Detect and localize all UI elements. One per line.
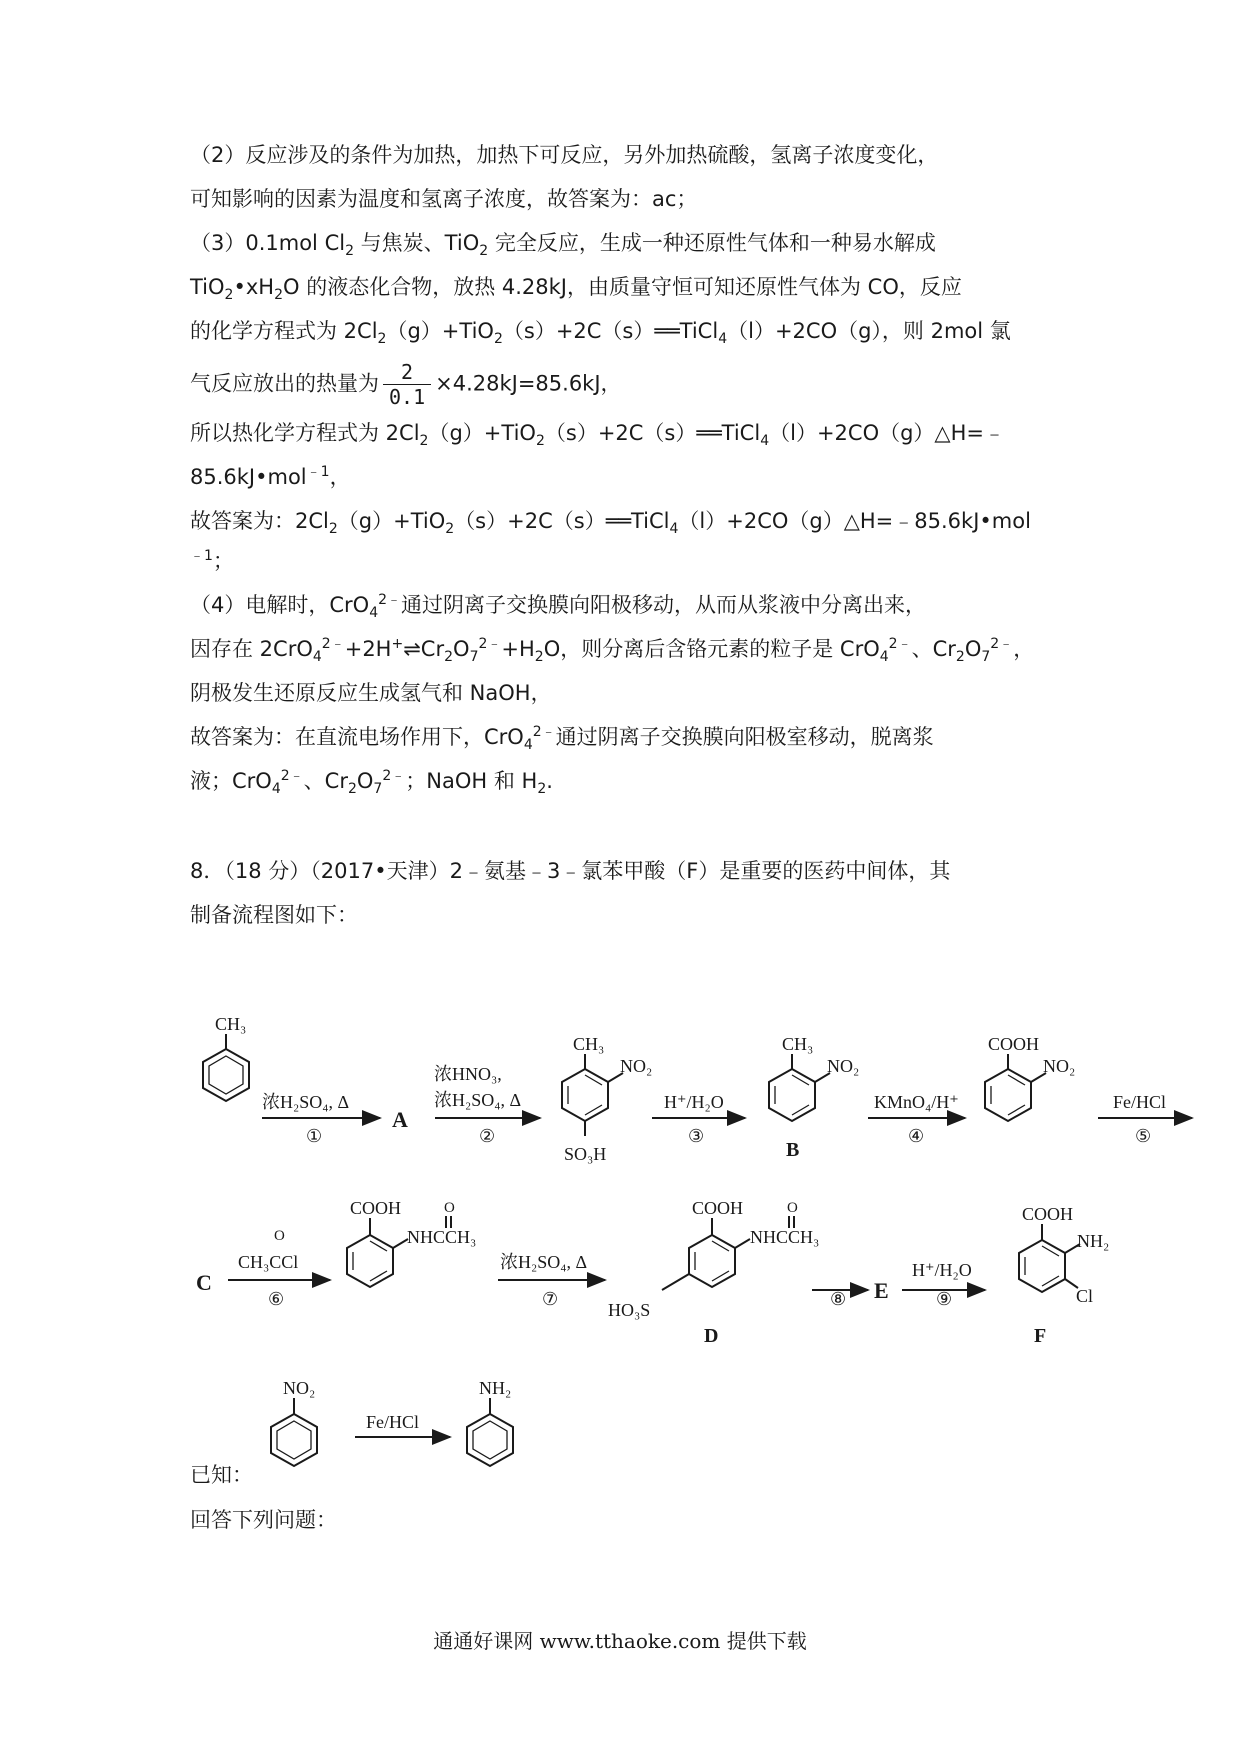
compound-d-label: D bbox=[704, 1325, 719, 1347]
compound-b-structure bbox=[769, 1054, 830, 1121]
cooh-label-2: COOH bbox=[350, 1198, 402, 1218]
reagent-2b: 浓H₂SO₄, Δ bbox=[434, 1090, 522, 1110]
step-6-label: ⑥ bbox=[268, 1289, 285, 1309]
question-8-line-2: 制备流程图如下： bbox=[190, 903, 358, 927]
answer-3-line-7: 故答案为：$2Cl_2(g)+TiO_2(s)+2C(s)══TiCl_4(l)+2CO(g)\triangle H=﹣85.6kJ•mol$ bbox=[190, 509, 1031, 538]
answer-4-line-2: 因存在 $2CrO_4^{2﹣}+2H^+\rightleftharpoons Cr_2O_7^{2﹣}+H_2O$，则分离后含铬元素的粒子是 CrO$_4^{2﹣}$、$Cr_2O_7^{2﹣}$， bbox=[190, 636, 1035, 666]
cooh-label-4: COOH bbox=[1022, 1204, 1074, 1224]
cooh-label-1: COOH bbox=[988, 1034, 1040, 1054]
step-7-label: ⑦ bbox=[542, 1289, 559, 1309]
cooh-label-3: COOH bbox=[692, 1198, 744, 1218]
page-footer: 通通好课网 www.tthaoke.com 提供下载 bbox=[433, 1629, 807, 1653]
hso3-label: HO₃S bbox=[608, 1300, 651, 1320]
step-3-label: ③ bbox=[688, 1126, 705, 1146]
reagent-4: KMnO₄/H⁺ bbox=[874, 1092, 959, 1112]
known-label: 已知： bbox=[190, 1463, 253, 1487]
answer-3-line-4: 气反应放出的热量为 $\frac{2}{0.1}$ ×4.28kJ=85.6kJ， bbox=[190, 360, 622, 409]
aniline-structure bbox=[467, 1398, 513, 1466]
answer-4-line-5: 液；CrO$_4^{2﹣}$、$Cr_2O_7^{2﹣}$；NaOH 和 $H_2$. bbox=[190, 768, 553, 798]
so3h-label: SO₃H bbox=[564, 1144, 607, 1164]
toluene-ch3-label: CH₃ bbox=[215, 1014, 247, 1034]
toluene-structure bbox=[203, 1034, 249, 1101]
compound-b-label: B bbox=[786, 1139, 800, 1161]
answer-3-line-5: 所以热化学方程式为 $2Cl_2(g)+TiO_2(s)+2C(s)══TiCl_4(l)+2CO(g)\triangle H=﹣$ bbox=[190, 421, 1005, 450]
reagent-6: CH₃CCl bbox=[238, 1252, 299, 1272]
amide-label: NHCCH₃ bbox=[407, 1227, 477, 1247]
amide-o-label-2: O bbox=[787, 1200, 798, 1216]
nitrobenzoic-acid-structure bbox=[985, 1054, 1046, 1121]
no2-label-3: NO₂ bbox=[1043, 1056, 1076, 1076]
answer-4-line-1: （4）电解时，CrO$_4^{2﹣}$通过阴离子交换膜向阳极移动，从而从浆液中分离出来， bbox=[190, 592, 927, 622]
step-4-label: ④ bbox=[908, 1126, 925, 1146]
answer-4-line-3: 阴极发生还原反应生成氢气和 NaOH， bbox=[190, 681, 552, 705]
nitrobenzene-structure bbox=[271, 1398, 317, 1466]
no2-label-b: NO₂ bbox=[827, 1056, 860, 1076]
compound-a-label: A bbox=[392, 1107, 408, 1132]
compound-c-label: C bbox=[196, 1270, 212, 1295]
answer-4-line-4: 故答案为：在直流电场作用下，CrO$_4^{2﹣}$通过阴离子交换膜向阳极室移动，脱离浆 bbox=[190, 724, 934, 754]
compound-f-label: F bbox=[1034, 1325, 1047, 1347]
cl-label: Cl bbox=[1076, 1286, 1094, 1306]
reagent-3: H⁺/H₂O bbox=[664, 1092, 724, 1112]
step-9-label: ⑨ bbox=[936, 1289, 953, 1309]
known-no2-label: NO₂ bbox=[283, 1378, 316, 1398]
amide-o-label: O bbox=[444, 1200, 455, 1216]
known-nh2-label: NH₂ bbox=[479, 1378, 512, 1398]
question-8-line-1: 8．（18 分）（2017•天津）2﹣氨基﹣3﹣氯苯甲酸（F）是重要的医药中间体，其 bbox=[190, 859, 951, 883]
answer-3-line-3: 的化学方程式为 $2Cl_2(g)+TiO_2(s)+2C(s)══TiCl_4(l)+2CO(g)$，则 2mol 氯 bbox=[190, 319, 1011, 348]
answer-3-line-2: $TiO_2•xH_2O$ 的液态化合物，放热 4.28kJ，由质量守恒可知还原性气体为 CO，反应 bbox=[190, 275, 962, 304]
fraction: $\frac{2}{0.1}$ bbox=[383, 360, 431, 409]
compound-f-structure bbox=[1019, 1224, 1080, 1292]
reagent-2a: 浓HNO₃, bbox=[434, 1064, 502, 1084]
answer-3-line-6: 85.6kJ•mol$^{﹣1}$， bbox=[190, 464, 351, 489]
reagent-9: H⁺/H₂O bbox=[912, 1260, 972, 1280]
answer-3-line-1: （3）0.1mol $Cl_2$ 与焦炭、TiO$_2$ 完全反应，生成一种还原性气体和一种易水解成 bbox=[190, 231, 936, 260]
answer-prompt: 回答下列问题： bbox=[190, 1508, 337, 1532]
nh2-label-f: NH₂ bbox=[1077, 1231, 1110, 1251]
no2-label-2: NO₂ bbox=[620, 1056, 653, 1076]
amide-label-2: NHCCH₃ bbox=[750, 1227, 820, 1247]
nitro-sulfonic-acid-structure bbox=[562, 1054, 623, 1136]
ch3-label-2: CH₃ bbox=[573, 1034, 605, 1054]
reagent-1: 浓H₂SO₄, Δ bbox=[262, 1092, 350, 1112]
acyl-o-label: O bbox=[274, 1228, 285, 1244]
step-5-label: ⑤ bbox=[1135, 1126, 1152, 1146]
answer-2-line-2: 可知影响的因素为温度和氢离子浓度，故答案为：ac； bbox=[190, 187, 698, 211]
ch3-label-b: CH₃ bbox=[782, 1034, 814, 1054]
reagent-5: Fe/HCl bbox=[1113, 1092, 1167, 1112]
reagent-7: 浓H₂SO₄, Δ bbox=[500, 1252, 588, 1272]
step-2-label: ② bbox=[479, 1126, 496, 1146]
compound-e-label: E bbox=[874, 1278, 889, 1303]
known-reagent: Fe/HCl bbox=[366, 1412, 420, 1432]
answer-3-line-8: $^{﹣1}$； bbox=[190, 548, 234, 573]
answer-2-line-1: （2）反应涉及的条件为加热，加热下可反应，另外加热硫酸，氢离子浓度变化， bbox=[190, 143, 939, 167]
step-1-label: ① bbox=[306, 1126, 323, 1146]
step-8-label: ⑧ bbox=[830, 1289, 847, 1309]
